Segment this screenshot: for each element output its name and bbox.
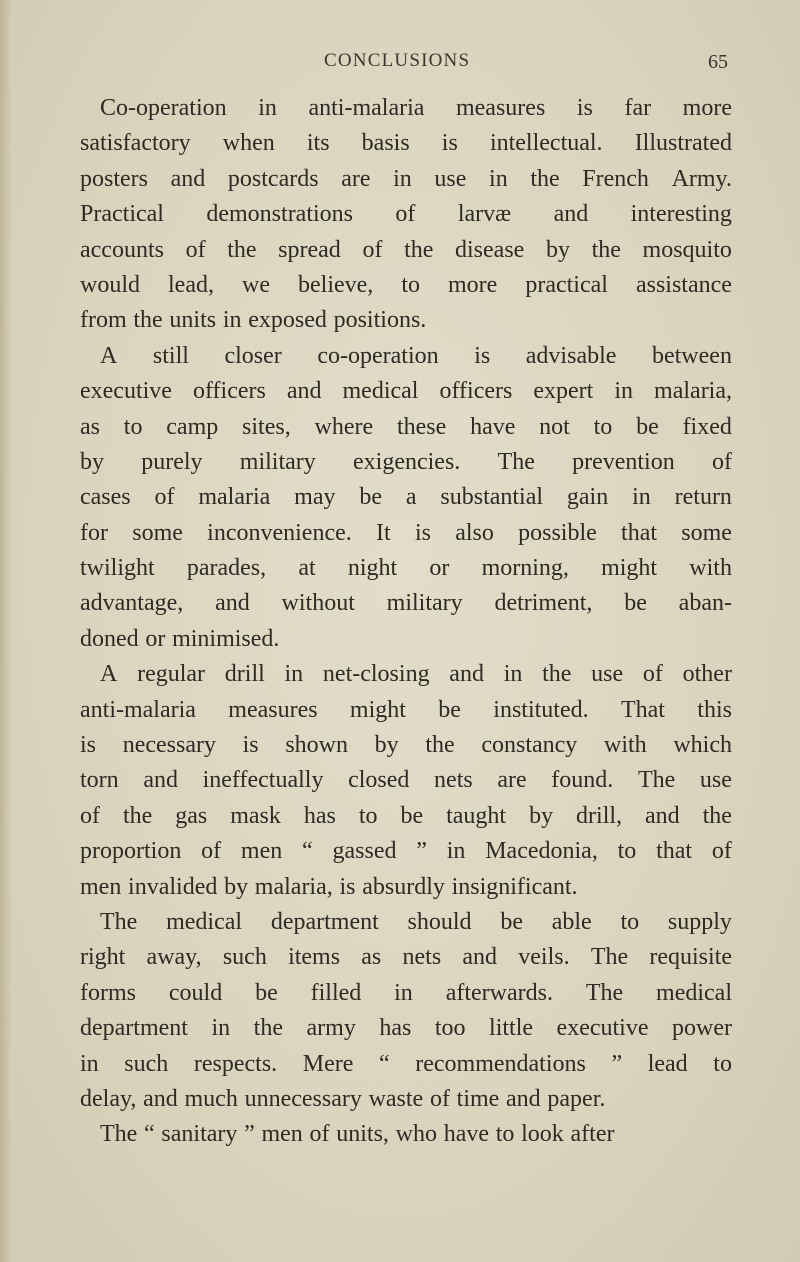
page-header (0, 46, 800, 76)
text-line: of the gas mask has to be taught by drill, and the (80, 802, 732, 829)
text-line: torn and ineffectually closed nets are found. The use (80, 767, 732, 794)
text-line: by purely military exigencies. The prevention of (80, 448, 732, 475)
text-line: executive officers and medical officers expert in malaria, (80, 378, 732, 405)
text-line: in such respects. Mere “ recommendations ” lead to (80, 1050, 732, 1077)
text-line: proportion of men “ gassed ” in Macedonia, to that of (80, 838, 732, 865)
text-line: Co-operation in anti-malaria measures is far more (100, 95, 732, 121)
paragraph (80, 905, 732, 1117)
text-line: from the units in exposed positions. (80, 307, 427, 334)
text-line: department in the army has too little executive power (80, 1015, 732, 1042)
text-line: The “ sanitary ” men of units, who have to look after (100, 1121, 615, 1148)
text-line: Practical demonstrations of larvæ and interesting (80, 201, 732, 228)
text-line: for some inconvenience. It is also possible that some (80, 519, 732, 546)
text-line: posters and postcards are in use in the French Army. (80, 165, 732, 192)
page-edge-shadow (0, 0, 12, 1262)
paragraph (80, 339, 732, 658)
text-line: cases of malaria may be a substantial gain in return (80, 484, 732, 511)
text-line: right away, such items as nets and veils. The requisite (80, 944, 732, 971)
text-line: anti-malaria measures might be instituted. That this (80, 696, 732, 723)
text-line: delay, and much unnecessary waste of time and paper. (80, 1085, 606, 1112)
text-line: as to camp sites, where these have not to be fixed (80, 413, 732, 440)
paragraph (80, 657, 732, 905)
paragraph (80, 1117, 732, 1152)
running-head: CONCLUSIONS (324, 50, 471, 71)
text-line: satisfactory when its basis is intellectual. Illustrated (80, 130, 732, 157)
text-line: twilight parades, at night or morning, might with (80, 555, 732, 582)
text-line: men invalided by malaria, is absurdly insignificant. (80, 873, 578, 900)
text-line: is necessary is shown by the constancy with which (80, 732, 732, 759)
text-line: advantage, and without military detriment, be aban- (80, 590, 732, 617)
text-line: would lead, we believe, to more practical assistance (80, 271, 732, 298)
page-number: 65 (708, 51, 728, 73)
text-line: The medical department should be able to supply (100, 908, 732, 935)
text-line: forms could be filled in afterwards. The medical (80, 979, 732, 1006)
paragraph (80, 91, 732, 339)
body-text (80, 91, 732, 1153)
text-line: accounts of the spread of the disease by the mosquito (80, 236, 732, 263)
text-line: doned or minimised. (80, 625, 280, 652)
text-line: A still closer co-operation is advisable between (100, 342, 732, 369)
text-line: A regular drill in net-closing and in the use of other (100, 661, 732, 688)
